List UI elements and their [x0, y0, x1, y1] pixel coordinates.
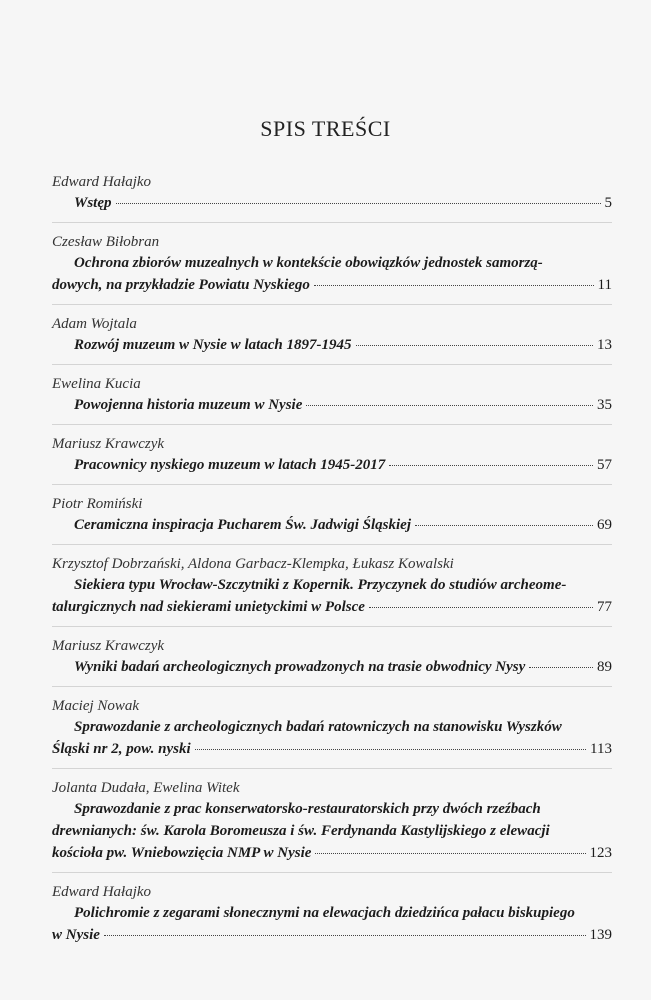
toc-title-line: Polichromie z zegarami słonecznymi na elewacjach dziedzińca pałacu biskupiego: [74, 905, 575, 921]
dot-leader: [116, 203, 601, 204]
page-number: 13: [597, 337, 612, 353]
toc-entry: [52, 696, 612, 769]
toc-title-line: Sprawozdanie z archeologicznych badań ratowniczych na stanowisku Wyszków: [74, 719, 562, 735]
toc-title-text: dowych, na przykładzie Powiatu Nyskiego: [52, 277, 310, 293]
page-number: 5: [604, 195, 612, 211]
table-of-contents: [52, 172, 612, 963]
toc-entry: [52, 232, 612, 305]
toc-title-text: Ceramiczna inspiracja Pucharem Św. Jadwigi Śląskiej: [74, 517, 411, 533]
toc-author: Edward Hałajko: [52, 174, 152, 190]
page-number: 139: [589, 927, 612, 943]
toc-title-line: [52, 454, 612, 476]
toc-title-line: drewnianych: św. Karola Boromeusza i św. Ferdynanda Kastylijskiego z elewacji: [52, 823, 550, 839]
toc-title-text: talurgicznych nad siekierami unietyckimi w Polsce: [52, 599, 365, 615]
toc-title-line: Sprawozdanie z prac konserwatorsko-restauratorskich przy dwóch rzeźbach: [74, 801, 541, 817]
page-number: 69: [597, 517, 612, 533]
page-number: 77: [597, 599, 612, 615]
toc-title-text: Pracownicy nyskiego muzeum w latach 1945-2017: [74, 457, 386, 473]
toc-title-text: w Nysie: [52, 927, 100, 943]
toc-title-line: [52, 656, 612, 678]
dot-leader: [306, 405, 593, 406]
dot-leader: [389, 465, 593, 466]
toc-title-line: [52, 596, 612, 618]
toc-title-line: [52, 514, 612, 536]
page-number: 123: [589, 845, 612, 861]
toc-title-text: Wyniki badań archeologicznych prowadzonych na trasie obwodnicy Nysy: [74, 659, 526, 675]
dot-leader: [104, 935, 586, 936]
toc-title-text: Wstęp: [74, 195, 112, 211]
page-number: 11: [597, 277, 612, 293]
toc-author: Piotr Romiński: [52, 496, 143, 512]
toc-title-text: Powojenna historia muzeum w Nysie: [74, 397, 303, 413]
toc-entry: [52, 778, 612, 873]
toc-entry: [52, 636, 612, 687]
toc-entry: [52, 882, 612, 954]
dot-leader: [369, 607, 593, 608]
toc-author: Jolanta Dudała, Ewelina Witek: [52, 780, 240, 796]
toc-title-line: [52, 842, 612, 864]
dot-leader: [356, 345, 593, 346]
toc-author: Krzysztof Dobrzański, Aldona Garbacz-Klempka, Łukasz Kowalski: [52, 556, 454, 572]
dot-leader: [415, 525, 593, 526]
page-number: 113: [590, 741, 612, 757]
toc-title-text: Śląski nr 2, pow. nyski: [52, 741, 191, 757]
toc-title-line: Siekiera typu Wrocław-Szczytniki z Kopernik. Przyczynek do studiów archeome-: [74, 577, 567, 593]
toc-title-line: [52, 394, 612, 416]
toc-title-line: Ochrona zbiorów muzealnych w kontekście obowiązków jednostek samorzą-: [74, 255, 543, 271]
page-title: SPIS TREŚCI: [260, 116, 391, 141]
toc-entry: [52, 434, 612, 485]
toc-author: Czesław Biłobran: [52, 234, 160, 250]
page-number: 89: [597, 659, 612, 675]
dot-leader: [314, 285, 594, 286]
page-number: 57: [597, 457, 612, 473]
toc-title-text: Rozwój muzeum w Nysie w latach 1897-1945: [74, 337, 352, 353]
toc-author: Maciej Nowak: [52, 698, 140, 714]
toc-title-line: [52, 334, 612, 356]
toc-author: Mariusz Krawczyk: [52, 638, 165, 654]
toc-entry: [52, 172, 612, 223]
toc-title-line: [52, 274, 612, 296]
dot-leader: [529, 667, 593, 668]
toc-title-line: [52, 924, 612, 946]
page-number: 35: [597, 397, 612, 413]
toc-author: Adam Wojtala: [52, 316, 137, 332]
toc-author: Ewelina Kucia: [52, 376, 141, 392]
toc-author: Edward Hałajko: [52, 884, 152, 900]
toc-entry: [52, 494, 612, 545]
toc-author: Mariusz Krawczyk: [52, 436, 165, 452]
toc-entry: [52, 554, 612, 627]
toc-entry: [52, 314, 612, 365]
toc-entry: [52, 374, 612, 425]
toc-title-line: [52, 738, 612, 760]
toc-title-line: [52, 192, 612, 214]
dot-leader: [315, 853, 585, 854]
toc-title-text: kościoła pw. Wniebowzięcia NMP w Nysie: [52, 845, 312, 861]
dot-leader: [195, 749, 586, 750]
